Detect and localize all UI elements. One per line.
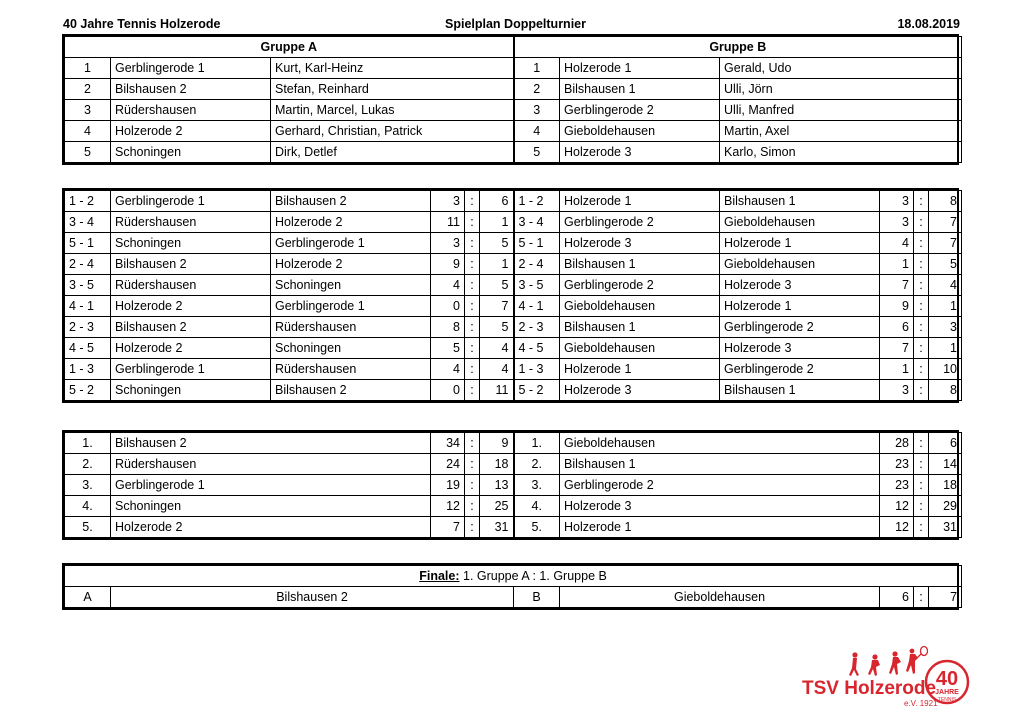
score-colon: : [465, 275, 480, 296]
group-row [65, 58, 962, 79]
standings-a-points-for: 19 [431, 475, 465, 496]
group-a-players: Dirk, Detlef [271, 142, 514, 163]
match-b-home: Holzerode 1 [560, 359, 720, 380]
match-a-score-home: 8 [431, 317, 465, 338]
standings-b-team: Bilshausen 1 [560, 454, 880, 475]
match-a-away: Rüdershausen [271, 359, 431, 380]
match-a-home: Rüdershausen [111, 275, 271, 296]
group-row [65, 121, 962, 142]
standings-b-rank: 4. [514, 496, 560, 517]
standings-a-points-against: 25 [480, 496, 514, 517]
match-a-away: Bilshausen 2 [271, 191, 431, 212]
match-b-pairing: 2 - 3 [514, 317, 560, 338]
match-b-score-home: 7 [880, 275, 914, 296]
header-subtitle: Spielplan Doppelturnier [445, 17, 586, 31]
match-a-home: Gerblingerode 1 [111, 359, 271, 380]
standings-a-team: Holzerode 2 [111, 517, 431, 538]
standings-b-team: Gerblingerode 2 [560, 475, 880, 496]
match-a-pairing: 3 - 5 [65, 275, 111, 296]
standings-b-points-against: 31 [929, 517, 962, 538]
match-b-pairing: 1 - 2 [514, 191, 560, 212]
group-row [65, 79, 962, 100]
group-b-players: Gerald, Udo [720, 58, 962, 79]
score-colon: : [914, 380, 929, 401]
match-a-score-away: 6 [480, 191, 514, 212]
final-description: 1. Gruppe A : 1. Gruppe B [459, 569, 607, 583]
group-a-number: 5 [65, 142, 111, 163]
match-b-score-home: 6 [880, 317, 914, 338]
match-a-score-home: 3 [431, 233, 465, 254]
match-a-home: Bilshausen 2 [111, 317, 271, 338]
standings-a-rank: 4. [65, 496, 111, 517]
match-a-score-away: 4 [480, 338, 514, 359]
standings-a-team: Bilshausen 2 [111, 433, 431, 454]
group-b-team: Holzerode 1 [560, 58, 720, 79]
match-a-home: Gerblingerode 1 [111, 191, 271, 212]
standings-a-team: Rüdershausen [111, 454, 431, 475]
badge-tennis: TENNIS [937, 697, 957, 703]
score-colon: : [914, 454, 929, 475]
standings-a-points-for: 12 [431, 496, 465, 517]
groups-table [62, 34, 959, 165]
standings-b-rank: 3. [514, 475, 560, 496]
group-a-players: Stefan, Reinhard [271, 79, 514, 100]
match-b-score-home: 4 [880, 233, 914, 254]
match-a-home: Schoningen [111, 233, 271, 254]
group-a-team: Gerblingerode 1 [111, 58, 271, 79]
score-colon: : [914, 433, 929, 454]
match-a-score-home: 5 [431, 338, 465, 359]
score-colon: : [465, 338, 480, 359]
tennis-players-icon [849, 647, 928, 677]
match-a-pairing: 1 - 3 [65, 359, 111, 380]
match-a-score-away: 1 [480, 254, 514, 275]
match-b-home: Bilshausen 1 [560, 254, 720, 275]
match-a-pairing: 4 - 1 [65, 296, 111, 317]
score-colon: : [914, 517, 929, 538]
score-colon: : [465, 433, 480, 454]
score-colon: : [465, 475, 480, 496]
match-a-away: Holzerode 2 [271, 212, 431, 233]
final-score-b: 7 [929, 587, 962, 608]
match-a-pairing: 4 - 5 [65, 338, 111, 359]
match-b-score-away: 7 [929, 212, 962, 233]
match-b-score-away: 8 [929, 380, 962, 401]
match-a-home: Schoningen [111, 380, 271, 401]
score-colon: : [465, 359, 480, 380]
group-b-number: 3 [514, 100, 560, 121]
match-b-pairing: 1 - 3 [514, 359, 560, 380]
match-b-home: Gieboldehausen [560, 296, 720, 317]
badge-number: 40 [935, 668, 959, 690]
match-b-away: Holzerode 1 [720, 296, 880, 317]
match-row [65, 317, 962, 338]
header-date: 18.08.2019 [897, 17, 960, 31]
match-a-score-away: 11 [480, 380, 514, 401]
score-colon: : [914, 496, 929, 517]
standings-row [65, 454, 962, 475]
match-b-score-home: 1 [880, 254, 914, 275]
logo-club-name: TSV Holzerode [802, 678, 937, 699]
score-colon: : [914, 587, 929, 608]
match-b-pairing: 4 - 5 [514, 338, 560, 359]
match-b-score-home: 3 [880, 191, 914, 212]
match-b-score-away: 8 [929, 191, 962, 212]
match-a-home: Bilshausen 2 [111, 254, 271, 275]
standings-table [62, 430, 959, 540]
standings-row [65, 475, 962, 496]
match-a-score-home: 9 [431, 254, 465, 275]
match-a-score-away: 4 [480, 359, 514, 380]
match-b-score-home: 3 [880, 212, 914, 233]
group-a-team: Schoningen [111, 142, 271, 163]
match-a-pairing: 5 - 1 [65, 233, 111, 254]
match-a-away: Holzerode 2 [271, 254, 431, 275]
standings-a-rank: 2. [65, 454, 111, 475]
match-b-score-away: 3 [929, 317, 962, 338]
group-b-players: Ulli, Manfred [720, 100, 962, 121]
group-b-number: 5 [514, 142, 560, 163]
group-b-players: Karlo, Simon [720, 142, 962, 163]
match-a-away: Gerblingerode 1 [271, 296, 431, 317]
match-b-pairing: 3 - 4 [514, 212, 560, 233]
match-row [65, 380, 962, 401]
match-b-away: Gerblingerode 2 [720, 317, 880, 338]
match-b-home: Holzerode 3 [560, 233, 720, 254]
group-a-players: Martin, Marcel, Lukas [271, 100, 514, 121]
match-a-score-home: 4 [431, 275, 465, 296]
match-a-score-away: 5 [480, 233, 514, 254]
match-b-away: Holzerode 3 [720, 338, 880, 359]
match-b-away: Holzerode 3 [720, 275, 880, 296]
match-b-home: Gieboldehausen [560, 338, 720, 359]
standings-row [65, 496, 962, 517]
group-b-number: 4 [514, 121, 560, 142]
match-b-away: Gerblingerode 2 [720, 359, 880, 380]
match-row [65, 233, 962, 254]
standings-b-rank: 2. [514, 454, 560, 475]
score-colon: : [914, 317, 929, 338]
match-b-score-home: 9 [880, 296, 914, 317]
match-a-score-away: 1 [480, 212, 514, 233]
match-a-score-home: 0 [431, 380, 465, 401]
match-row [65, 191, 962, 212]
match-b-score-away: 1 [929, 338, 962, 359]
match-b-home: Holzerode 3 [560, 380, 720, 401]
standings-a-rank: 5. [65, 517, 111, 538]
standings-b-points-against: 29 [929, 496, 962, 517]
group-b-number: 1 [514, 58, 560, 79]
match-row [65, 275, 962, 296]
match-b-away: Gieboldehausen [720, 212, 880, 233]
match-row [65, 254, 962, 275]
final-label: Finale: [419, 569, 460, 583]
standings-b-points-against: 6 [929, 433, 962, 454]
badge-jahre: JAHRE [935, 689, 959, 696]
score-colon: : [914, 338, 929, 359]
group-a-players: Gerhard, Christian, Patrick [271, 121, 514, 142]
final-table [62, 563, 959, 610]
score-colon: : [465, 254, 480, 275]
group-b-title: Gruppe B [514, 37, 962, 58]
group-row [65, 100, 962, 121]
group-b-team: Gieboldehausen [560, 121, 720, 142]
standings-a-points-for: 7 [431, 517, 465, 538]
match-b-home: Gerblingerode 2 [560, 275, 720, 296]
group-b-team: Gerblingerode 2 [560, 100, 720, 121]
score-colon: : [465, 496, 480, 517]
match-b-pairing: 4 - 1 [514, 296, 560, 317]
match-a-score-home: 11 [431, 212, 465, 233]
final-a-label: A [65, 587, 111, 608]
header-title: 40 Jahre Tennis Holzerode [63, 17, 221, 31]
standings-b-points-for: 23 [880, 475, 914, 496]
group-row [65, 142, 962, 163]
match-b-score-away: 1 [929, 296, 962, 317]
group-a-number: 4 [65, 121, 111, 142]
match-a-pairing: 5 - 2 [65, 380, 111, 401]
final-heading [65, 566, 962, 587]
match-b-score-home: 3 [880, 380, 914, 401]
match-a-score-home: 0 [431, 296, 465, 317]
match-a-score-home: 4 [431, 359, 465, 380]
match-row [65, 212, 962, 233]
standings-b-points-against: 18 [929, 475, 962, 496]
match-b-score-away: 7 [929, 233, 962, 254]
score-colon: : [914, 359, 929, 380]
standings-row [65, 433, 962, 454]
match-a-pairing: 1 - 2 [65, 191, 111, 212]
match-a-pairing: 3 - 4 [65, 212, 111, 233]
standings-b-rank: 5. [514, 517, 560, 538]
match-a-pairing: 2 - 4 [65, 254, 111, 275]
match-a-away: Gerblingerode 1 [271, 233, 431, 254]
matches-table [62, 188, 959, 403]
final-score-a: 6 [880, 587, 914, 608]
standings-b-points-for: 28 [880, 433, 914, 454]
standings-b-points-against: 14 [929, 454, 962, 475]
group-a-number: 2 [65, 79, 111, 100]
group-b-players: Ulli, Jörn [720, 79, 962, 100]
match-b-pairing: 3 - 5 [514, 275, 560, 296]
standings-a-points-against: 18 [480, 454, 514, 475]
match-b-home: Bilshausen 1 [560, 317, 720, 338]
standings-b-points-for: 23 [880, 454, 914, 475]
score-colon: : [465, 191, 480, 212]
match-b-away: Bilshausen 1 [720, 380, 880, 401]
standings-a-points-for: 34 [431, 433, 465, 454]
match-b-away: Gieboldehausen [720, 254, 880, 275]
logo-subline: e.V. 1921 [904, 699, 938, 708]
final-a-team: Bilshausen 2 [111, 587, 514, 608]
standings-a-rank: 3. [65, 475, 111, 496]
match-b-score-away: 4 [929, 275, 962, 296]
standings-a-team: Schoningen [111, 496, 431, 517]
match-b-pairing: 5 - 1 [514, 233, 560, 254]
score-colon: : [914, 254, 929, 275]
group-b-team: Holzerode 3 [560, 142, 720, 163]
score-colon: : [914, 233, 929, 254]
group-b-team: Bilshausen 1 [560, 79, 720, 100]
match-b-home: Holzerode 1 [560, 191, 720, 212]
match-a-pairing: 2 - 3 [65, 317, 111, 338]
match-a-away: Schoningen [271, 338, 431, 359]
score-colon: : [914, 191, 929, 212]
standings-a-rank: 1. [65, 433, 111, 454]
score-colon: : [914, 475, 929, 496]
score-colon: : [465, 233, 480, 254]
match-a-score-away: 5 [480, 317, 514, 338]
score-colon: : [914, 296, 929, 317]
score-colon: : [465, 380, 480, 401]
group-a-players: Kurt, Karl-Heinz [271, 58, 514, 79]
match-row [65, 359, 962, 380]
match-b-score-home: 1 [880, 359, 914, 380]
group-a-number: 3 [65, 100, 111, 121]
score-colon: : [914, 275, 929, 296]
standings-row [65, 517, 962, 538]
standings-b-points-for: 12 [880, 517, 914, 538]
match-row [65, 296, 962, 317]
match-a-home: Holzerode 2 [111, 338, 271, 359]
standings-a-points-for: 24 [431, 454, 465, 475]
score-colon: : [914, 212, 929, 233]
score-colon: : [465, 296, 480, 317]
standings-b-team: Holzerode 1 [560, 517, 880, 538]
group-b-number: 2 [514, 79, 560, 100]
match-a-home: Holzerode 2 [111, 296, 271, 317]
standings-a-points-against: 9 [480, 433, 514, 454]
group-a-team: Holzerode 2 [111, 121, 271, 142]
match-a-score-away: 5 [480, 275, 514, 296]
score-colon: : [465, 454, 480, 475]
standings-a-points-against: 31 [480, 517, 514, 538]
match-b-home: Gerblingerode 2 [560, 212, 720, 233]
standings-b-points-for: 12 [880, 496, 914, 517]
match-a-away: Bilshausen 2 [271, 380, 431, 401]
group-b-players: Martin, Axel [720, 121, 962, 142]
standings-a-points-against: 13 [480, 475, 514, 496]
group-a-title: Gruppe A [65, 37, 514, 58]
group-a-team: Bilshausen 2 [111, 79, 271, 100]
match-row [65, 338, 962, 359]
match-a-home: Rüdershausen [111, 212, 271, 233]
score-colon: : [465, 212, 480, 233]
group-a-team: Rüdershausen [111, 100, 271, 121]
match-a-score-away: 7 [480, 296, 514, 317]
match-b-pairing: 5 - 2 [514, 380, 560, 401]
match-b-score-home: 7 [880, 338, 914, 359]
match-b-away: Bilshausen 1 [720, 191, 880, 212]
match-b-score-away: 5 [929, 254, 962, 275]
standings-a-team: Gerblingerode 1 [111, 475, 431, 496]
standings-b-team: Holzerode 3 [560, 496, 880, 517]
match-a-away: Schoningen [271, 275, 431, 296]
final-b-team: Gieboldehausen [560, 587, 880, 608]
match-b-away: Holzerode 1 [720, 233, 880, 254]
score-colon: : [465, 517, 480, 538]
match-a-score-home: 3 [431, 191, 465, 212]
match-b-pairing: 2 - 4 [514, 254, 560, 275]
club-logo [800, 645, 970, 715]
standings-b-team: Gieboldehausen [560, 433, 880, 454]
standings-b-rank: 1. [514, 433, 560, 454]
match-b-score-away: 10 [929, 359, 962, 380]
final-b-label: B [514, 587, 560, 608]
score-colon: : [465, 317, 480, 338]
match-a-away: Rüdershausen [271, 317, 431, 338]
group-a-number: 1 [65, 58, 111, 79]
